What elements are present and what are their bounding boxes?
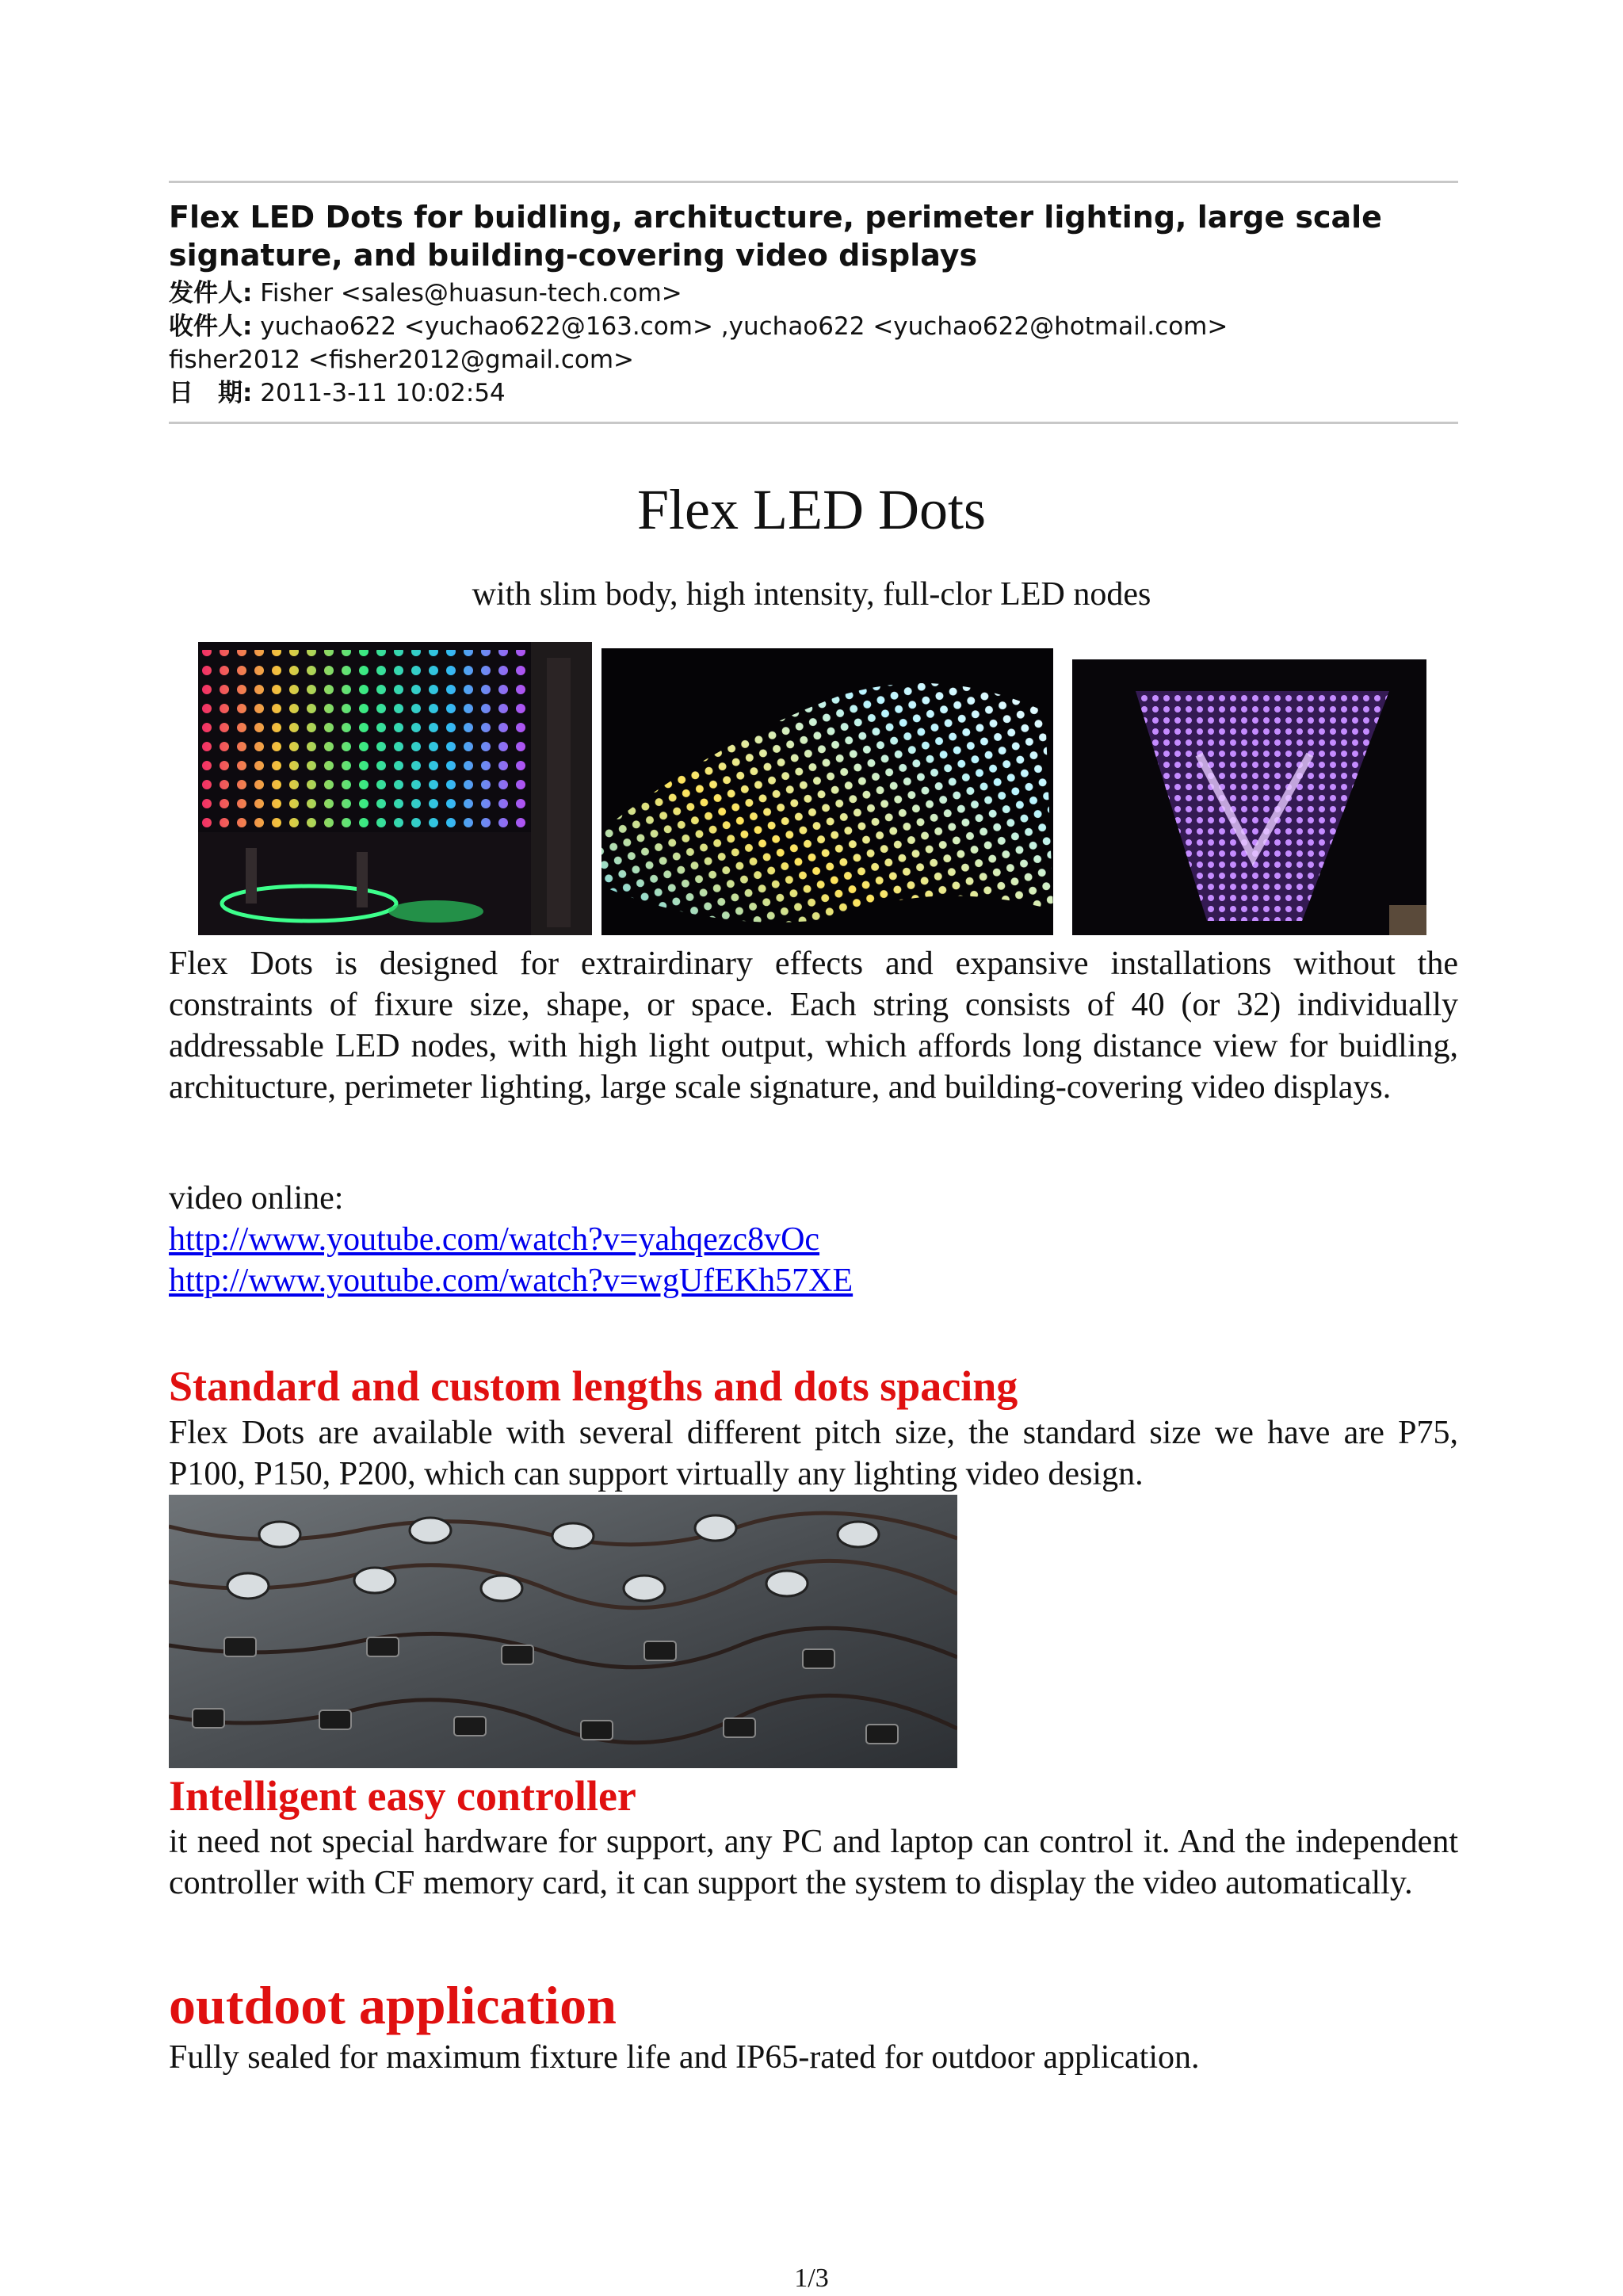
header-rule-bottom — [169, 422, 1458, 424]
email-to — [169, 310, 1458, 343]
led-wall-photo — [198, 642, 592, 935]
to-value: yuchao622 <yuchao622@163.com> ,yuchao622 <yuchao622@hotmail.com> — [260, 312, 1228, 341]
section-text-outdoor: Fully sealed for maximum fixture life and IP65-rated for outdoor application. — [169, 2039, 1200, 2076]
date-label: 日 期: — [169, 379, 253, 407]
date-value: 2011-3-11 10:02:54 — [260, 379, 506, 407]
page-subtitle: with slim body, high intensity, full-clor LED nodes — [472, 576, 1151, 613]
header-rule-top — [169, 181, 1458, 183]
video-label: video online: — [169, 1180, 344, 1217]
section-heading-lengths: Standard and custom lengths and dots spacing — [169, 1362, 1018, 1410]
section-heading-controller: Intelligent easy controller — [169, 1772, 636, 1820]
from-value: Fisher <sales@huasun-tech.com> — [260, 279, 682, 308]
email-subject: Flex LED Dots for buidling, architucture, perimeter lighting, large scale signature, and building-covering video displays — [169, 200, 1382, 273]
video-link-2[interactable]: http://www.youtube.com/watch?v=wgUfEKh57XE — [169, 1263, 854, 1299]
section-text-controller: it need not special hardware for support, any PC and laptop can control it. And the independent controller with CF memory card, it can support the system to display the video automatically. — [169, 1824, 1458, 1901]
led-strings-photo — [169, 1495, 957, 1768]
video-link-1[interactable]: http://www.youtube.com/watch?v=yahqezc8vOc — [169, 1221, 820, 1258]
email-to-cont: fisher2012 <fisher2012@gmail.com> — [169, 346, 635, 374]
page-title: Flex LED Dots — [637, 478, 986, 541]
page-number: 1/3 — [794, 2264, 829, 2293]
intro-paragraph: Flex Dots is designed for extrairdinary effects and expansive installations without the constraints of fixure size, shape, or space. Each string consists of 40 (or 32) individually addressable LED nodes, with high light output, which affords long distance view for buidling, architucture, perimeter lighting, large scale signature, and building-covering video displays. — [169, 946, 1458, 1106]
led-mesh-photo — [601, 648, 1053, 935]
from-label: 发件人: — [169, 279, 253, 308]
email-from — [169, 277, 1458, 310]
to-label: 收件人: — [169, 312, 253, 341]
section-heading-outdoor: outdoot application — [169, 1975, 617, 2035]
email-date — [169, 376, 1458, 410]
led-v-shape-photo — [1072, 659, 1426, 935]
section-text-lengths: Flex Dots are available with several different pitch size, the standard size we have are P75, P100, P150, P200, which can support virtually any lighting video design. — [169, 1415, 1458, 1492]
